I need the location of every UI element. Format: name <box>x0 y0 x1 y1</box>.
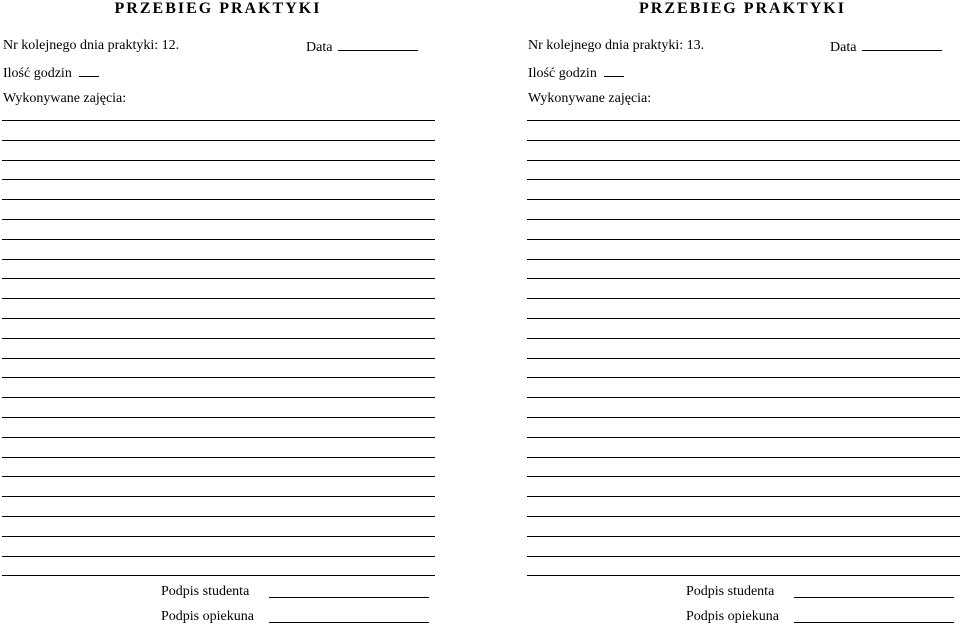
ruled-line <box>2 160 435 161</box>
ruled-line <box>527 437 960 438</box>
activities-label: Wykonywane zajęcia: <box>528 91 652 106</box>
date-label: Data <box>830 40 857 55</box>
ruled-line <box>2 536 435 537</box>
ruled-line <box>2 239 435 240</box>
ruled-line <box>2 476 435 477</box>
tutor-signature-label: Podpis opiekuna <box>161 609 254 624</box>
date-field <box>830 38 942 56</box>
ruled-line <box>2 397 435 398</box>
ruled-line <box>527 140 960 141</box>
student-signature-label: Podpis studenta <box>686 584 775 599</box>
ruled-line <box>2 278 435 279</box>
tutor-signature-line[interactable] <box>269 622 429 623</box>
ruled-line <box>2 120 435 121</box>
ruled-line <box>2 417 435 418</box>
ruled-line <box>2 437 435 438</box>
ruled-line <box>527 417 960 418</box>
ruled-line <box>2 318 435 319</box>
hours-blank-line[interactable] <box>79 64 99 77</box>
ruled-line <box>527 575 960 576</box>
date-blank-line[interactable] <box>862 38 942 51</box>
hours-field <box>3 64 99 82</box>
ruled-line <box>527 278 960 279</box>
ruled-line <box>527 338 960 339</box>
ruled-line <box>2 516 435 517</box>
ruled-line <box>527 179 960 180</box>
ruled-line <box>2 457 435 458</box>
ruled-line <box>2 259 435 260</box>
ruled-line <box>2 496 435 497</box>
hours-blank-line[interactable] <box>604 64 624 77</box>
tutor-signature-field <box>686 609 779 625</box>
ruled-line <box>2 358 435 359</box>
activities-writing-area[interactable] <box>527 120 960 580</box>
ruled-line <box>527 160 960 161</box>
ruled-line <box>527 358 960 359</box>
ruled-line <box>527 377 960 378</box>
hours-label: Ilość godzin <box>528 66 597 81</box>
hours-label: Ilość godzin <box>3 66 72 81</box>
ruled-line <box>2 575 435 576</box>
ruled-line <box>527 457 960 458</box>
log-page-left <box>0 0 436 626</box>
date-blank-line[interactable] <box>338 38 418 51</box>
activities-writing-area[interactable] <box>2 120 435 580</box>
day-number-label: Nr kolejnego dnia praktyki: 12. <box>3 38 180 53</box>
day-number-label: Nr kolejnego dnia praktyki: 13. <box>528 38 705 53</box>
ruled-line <box>527 318 960 319</box>
student-signature-line[interactable] <box>269 597 429 598</box>
ruled-line <box>2 298 435 299</box>
ruled-line <box>527 120 960 121</box>
ruled-line <box>527 298 960 299</box>
tutor-signature-field <box>161 609 254 625</box>
ruled-line <box>2 199 435 200</box>
ruled-line <box>527 219 960 220</box>
student-signature-field <box>686 584 774 600</box>
student-signature-label: Podpis studenta <box>161 584 250 599</box>
ruled-line <box>2 377 435 378</box>
tutor-signature-label: Podpis opiekuna <box>686 609 779 624</box>
date-field <box>306 38 418 56</box>
ruled-line <box>2 140 435 141</box>
log-page-right <box>525 0 960 626</box>
ruled-line <box>2 338 435 339</box>
page-title: PRZEBIEG PRAKTYKI <box>639 0 846 17</box>
student-signature-field <box>161 584 249 600</box>
ruled-line <box>527 397 960 398</box>
ruled-line <box>527 199 960 200</box>
ruled-line <box>2 556 435 557</box>
ruled-line <box>527 556 960 557</box>
ruled-line <box>2 179 435 180</box>
ruled-line <box>2 219 435 220</box>
ruled-line <box>527 239 960 240</box>
student-signature-line[interactable] <box>794 597 954 598</box>
ruled-line <box>527 476 960 477</box>
activities-label: Wykonywane zajęcia: <box>3 91 127 106</box>
ruled-line <box>527 496 960 497</box>
date-label: Data <box>306 40 333 55</box>
ruled-line <box>527 259 960 260</box>
ruled-line <box>527 536 960 537</box>
hours-field <box>528 64 624 82</box>
page-title: PRZEBIEG PRAKTYKI <box>114 0 322 17</box>
ruled-line <box>527 516 960 517</box>
tutor-signature-line[interactable] <box>794 622 954 623</box>
